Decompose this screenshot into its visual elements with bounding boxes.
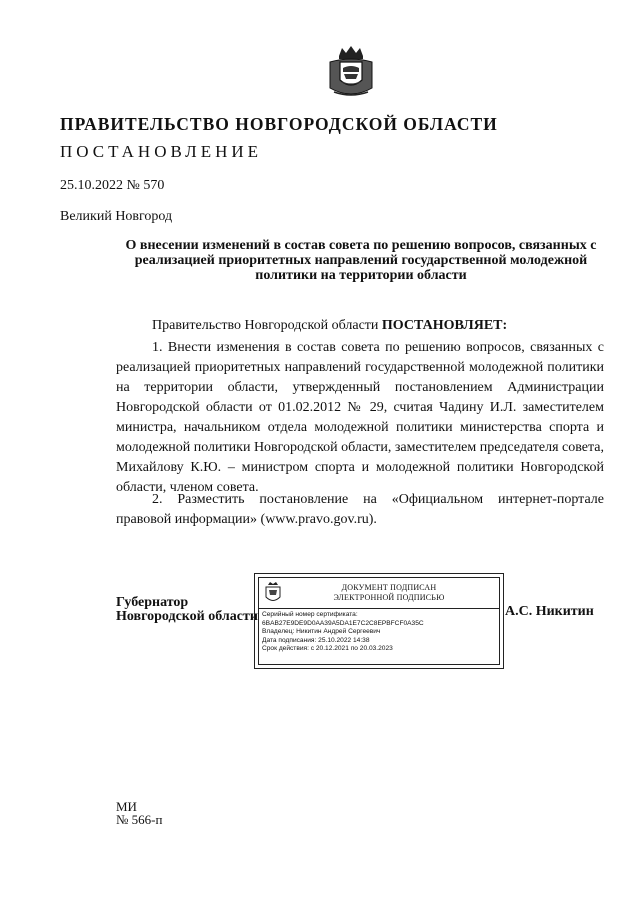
document-type: ПОСТАНОВЛЕНИЕ bbox=[60, 142, 263, 161]
stamp-title-line2: ЭЛЕКТРОННОЙ ПОДПИСЬЮ bbox=[333, 593, 445, 602]
signatory-name: А.С. Никитин bbox=[505, 604, 594, 619]
intro-text: Правительство Новгородской области bbox=[152, 318, 382, 333]
stamp-divider bbox=[259, 608, 499, 609]
signatory-position-line1: Губернатор bbox=[116, 595, 189, 610]
coat-of-arms-icon bbox=[326, 44, 376, 100]
stamp-cert-label: Серийный номер сертификата: bbox=[262, 611, 358, 618]
paragraph-item-2: 2. Разместить постановление на «Официальном интернет-портале правовой информации» (www.pravo.gov.ru). bbox=[116, 492, 604, 527]
document-footer bbox=[116, 800, 162, 826]
intro-resolves: ПОСТАНОВЛЯЕТ: bbox=[381, 318, 508, 333]
footer-initials: МИ bbox=[116, 799, 137, 814]
stamp-title bbox=[289, 583, 489, 603]
stamp-title-line1: ДОКУМЕНТ ПОДПИСАН bbox=[341, 583, 437, 592]
stamp-details bbox=[262, 611, 424, 654]
paragraph-item-1: 1. Внести изменения в состав совета по решению вопросов, связанных с реализацией приоритетных направлений государственной молодежной политики на территории области, утвержденный постановлением Администрации Новгородской области от 01.02.2012 № 29, считая Чадину И.Л. заместителем министра, начальником отдела молодежной политики министерства спорта и молодежной политики Новгородской области, заместителем председателя совета, Михайлову К.Ю. – министром спорта и молодежной политики Новгородской области, членом совета. bbox=[116, 340, 605, 495]
document-date-number: 25.10.2022 № 570 bbox=[60, 178, 165, 193]
document-subject: О внесении изменений в состав совета по решению вопросов, связанных с реализацией приоритетных направлений государственной молодежной политики на территории области bbox=[125, 238, 597, 283]
stamp-signed-date: Дата подписания: 25.10.2022 14:38 bbox=[262, 636, 370, 644]
stamp-owner: Владелец: Никитин Андрей Сергеевич bbox=[262, 628, 381, 636]
footer-number: № 566-п bbox=[116, 812, 163, 827]
signatory-position-line2: Новгородской области bbox=[116, 609, 258, 624]
stamp-cert-serial: 6BAB27E9DE9D0AA39A5DA1E7C2C8EPBFCF0A35C bbox=[262, 619, 424, 627]
signatory-position bbox=[116, 596, 258, 624]
stamp-validity: Срок действия: с 20.12.2021 по 20.03.2023 bbox=[262, 645, 393, 653]
stamp-frame bbox=[258, 577, 500, 665]
government-title: ПРАВИТЕЛЬСТВО НОВГОРОДСКОЙ ОБЛАСТИ bbox=[60, 114, 498, 134]
intro-paragraph bbox=[116, 316, 604, 336]
electronic-signature-stamp bbox=[254, 573, 504, 669]
stamp-coat-of-arms-icon bbox=[264, 581, 282, 605]
document-place: Великий Новгород bbox=[60, 209, 173, 224]
